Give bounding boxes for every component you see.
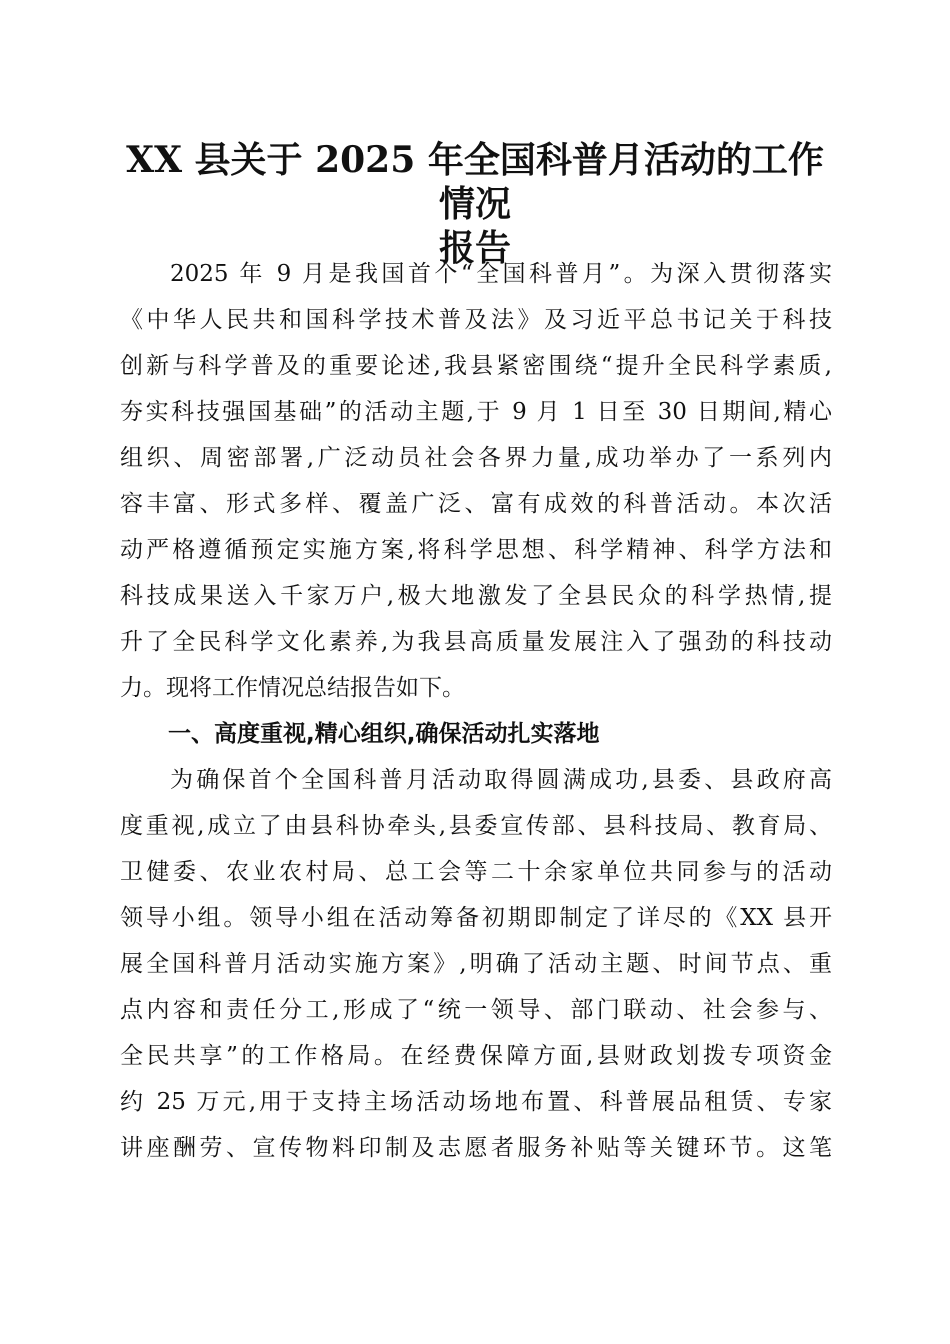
paragraph-line: 《中华人民共和国科学技术普及法》及习近平总书记关于科技 bbox=[120, 307, 832, 333]
title-line: 报告 bbox=[438, 227, 511, 269]
paragraph-line: 讲座酬劳、宣传物料印制及志愿者服务补贴等关键环节。这笔 bbox=[120, 1135, 832, 1161]
paragraph-line: 度重视,成立了由县科协牵头,县委宣传部、县科技局、教育局、 bbox=[120, 813, 832, 839]
paragraph-line: 动严格遵循预定实施方案,将科学思想、科学精神、科学方法和 bbox=[120, 537, 832, 563]
paragraph-line: 卫健委、农业农村局、总工会等二十余家单位共同参与的活动 bbox=[120, 859, 832, 885]
paragraph-line: 组织、周密部署,广泛动员社会各界力量,成功举办了一系列内 bbox=[120, 445, 832, 471]
paragraph-line: 升了全民科学文化素养,为我县高质量发展注入了强劲的科技动 bbox=[120, 629, 832, 655]
paragraph-line: 2025 年 9 月是我国首个“全国科普月”。为深入贯彻落实 bbox=[170, 261, 832, 287]
intro-paragraph bbox=[120, 251, 832, 711]
paragraph-line: 科技成果送入千家万户,极大地激发了全县民众的科学热情,提 bbox=[120, 583, 832, 609]
section-paragraph bbox=[120, 757, 832, 1171]
paragraph-line: 为确保首个全国科普月活动取得圆满成功,县委、县政府高 bbox=[170, 767, 832, 793]
paragraph-line: 力。现将工作情况总结报告如下。 bbox=[120, 675, 465, 701]
paragraph-line: 领导小组。领导小组在活动筹备初期即制定了详尽的《XX 县开 bbox=[120, 905, 832, 931]
paragraph-line: 全民共享”的工作格局。在经费保障方面,县财政划拨专项资金 bbox=[120, 1043, 832, 1069]
title-line: XX 县关于 2025 年全国科普月活动的工作情况 bbox=[126, 139, 824, 225]
paragraph-line: 展全国科普月活动实施方案》,明确了活动主题、时间节点、重 bbox=[120, 951, 832, 977]
paragraph-line: 约 25 万元,用于支持主场活动场地布置、科普展品租赁、专家 bbox=[120, 1089, 832, 1115]
document-body bbox=[120, 251, 832, 1171]
paragraph-line: 点内容和责任分工,形成了“统一领导、部门联动、社会参与、 bbox=[120, 997, 832, 1023]
paragraph-line: 夯实科技强国基础”的活动主题,于 9 月 1 日至 30 日期间,精心 bbox=[120, 399, 832, 425]
section-heading: 一、高度重视,精心组织,确保活动扎实落地 bbox=[168, 721, 600, 747]
paragraph-line: 容丰富、形式多样、覆盖广泛、富有成效的科普活动。本次活 bbox=[120, 491, 832, 517]
paragraph-line: 创新与科学普及的重要论述,我县紧密围绕“提升全民科学素质, bbox=[120, 353, 832, 379]
